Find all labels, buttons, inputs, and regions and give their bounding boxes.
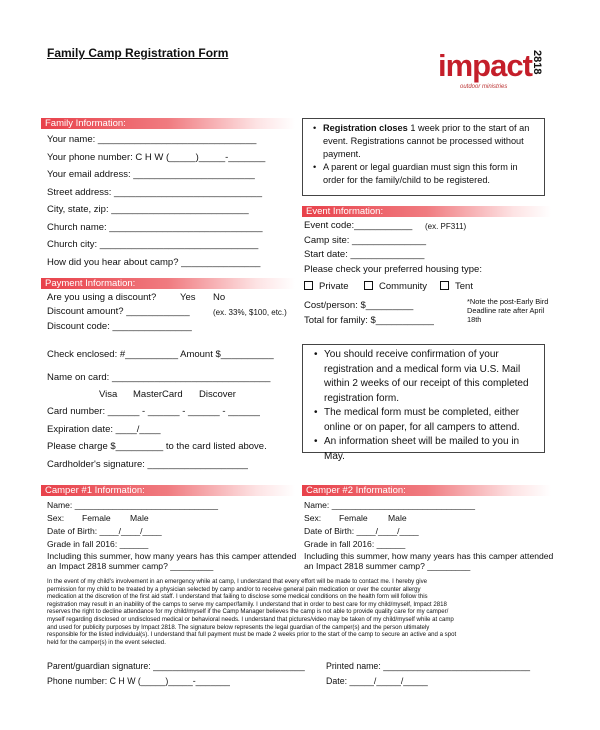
discount-question: Are you using a discount?: [47, 292, 157, 303]
confirmation-notice-box: [302, 344, 545, 462]
camper1-female-option[interactable]: Female: [82, 513, 111, 523]
registration-closes-note: • Registration closes 1 week prior to the start of an event. Registrations cannot be processed without payment.: [323, 122, 538, 161]
medical-form-note: • The medical form must be completed, either online or on paper, for all campers to attend.: [324, 406, 539, 435]
parent-signature-field[interactable]: Parent/guardian signature: _______________________________: [47, 661, 305, 671]
church-city-field[interactable]: Church city: ______________________________: [47, 239, 259, 250]
card-type-discover[interactable]: Discover: [199, 389, 236, 400]
cardholder-signature-field[interactable]: Cardholder's signature: ___________________: [47, 459, 248, 470]
discount-no-option[interactable]: No: [213, 292, 226, 303]
camper2-dob-field[interactable]: Date of Birth: ____/____/____: [304, 526, 419, 536]
registration-notice-box: [302, 118, 545, 196]
printed-name-field[interactable]: Printed name: ______________________________: [326, 661, 530, 671]
camper1-years-question[interactable]: Including this summer, how many years has this camper attended an Impact 2818 summer camp? _________: [47, 551, 297, 571]
phone-field[interactable]: Your phone number: C H W (_____)_____-_______: [47, 152, 266, 163]
your-name-field[interactable]: Your name: ______________________________: [47, 134, 257, 145]
camper2-male-option[interactable]: Male: [388, 513, 407, 523]
camper1-sex-label: Sex:: [47, 513, 65, 523]
charge-amount-field[interactable]: Please charge $_________ to the card listed above.: [47, 441, 267, 452]
housing-question: Please check your preferred housing type:: [304, 264, 482, 275]
start-date-field[interactable]: Start date: ______________: [304, 249, 425, 260]
logo-number: 2818: [531, 50, 543, 75]
information-sheet-note: • An information sheet will be mailed to you in May.: [324, 435, 539, 464]
hear-about-field[interactable]: How did you hear about camp? _______________: [47, 257, 261, 268]
consent-line: permission for my child to be treated by a physician selected by camp and/or to receive general pain medication or over the counter allergy: [47, 585, 421, 593]
card-type-mastercard[interactable]: MasterCard: [133, 389, 183, 400]
discount-amount-field[interactable]: Discount amount? ____________: [47, 306, 190, 317]
checkbox-icon: [440, 281, 449, 290]
housing-tent[interactable]: Tent: [440, 281, 473, 292]
consent-line: medication at the discretion of the first aid staff. I understand that failing to disclose some medical conditions on the health form will follow this: [47, 593, 428, 601]
checkbox-icon: [364, 281, 373, 290]
event-code-example: (ex. PF311): [425, 222, 467, 231]
guardian-signature-note: • A parent or legal guardian must sign this form in order for the family/child to be registered.: [323, 161, 538, 187]
impact-logo: [438, 48, 548, 96]
cost-per-person-field[interactable]: Cost/person: $_________: [304, 300, 414, 311]
camper1-male-option[interactable]: Male: [130, 513, 149, 523]
family-info-header: Family Information:: [41, 118, 295, 129]
camper2-grade-field[interactable]: Grade in fall 2016: ______: [304, 539, 406, 549]
discount-amount-example: (ex. 33%, $100, etc.): [213, 308, 287, 317]
camper1-grade-field[interactable]: Grade in fall 2016: ______: [47, 539, 149, 549]
camper1-name-field[interactable]: Name: ______________________________: [47, 500, 219, 510]
consent-line: responsible for the listed individual(s). I understand that full payment must be made 2 weeks prior to the start of the camp to secure an active and a spot: [47, 631, 457, 639]
housing-community[interactable]: Community: [364, 281, 427, 292]
checkbox-icon: [304, 281, 313, 290]
signature-date-field[interactable]: Date: _____/_____/_____: [326, 676, 428, 686]
camper2-header: Camper #2 Information:: [302, 485, 551, 496]
confirmation-note: • You should receive confirmation of your registration and a medical form via U.S. Mail within 2 weeks of our receipt of this completed registration form.: [324, 348, 539, 406]
page-title: Family Camp Registration Form: [47, 46, 229, 60]
consent-line: In the event of my child's involvement in an emergency while at camp, I understand that every effort will be made to contact me. I hereby give: [47, 578, 428, 585]
street-field[interactable]: Street address: ____________________________: [47, 187, 262, 198]
consent-line: held for the camper(s) in the event selected.: [47, 638, 166, 646]
consent-line: registration may result in an inability of the camps to serve my camper/family. I understand that in order to best care for my child/myself, Impact 2818: [47, 600, 447, 608]
card-number-field[interactable]: Card number: ______ - ______ - ______ - ______: [47, 406, 260, 417]
email-field[interactable]: Your email address: _______________________: [47, 169, 255, 180]
expiration-field[interactable]: Expiration date: ____/____: [47, 424, 161, 435]
payment-info-header: Payment Information:: [41, 278, 295, 289]
card-type-visa[interactable]: Visa: [99, 389, 118, 400]
discount-yes-option[interactable]: Yes: [180, 292, 196, 303]
signature-phone-field[interactable]: Phone number: C H W (_____)_____-_______: [47, 676, 230, 686]
housing-private[interactable]: Private: [304, 281, 349, 292]
consent-line: reserves the right to decline attendance for my child/myself if the Camp Manager believes the camp is not able to provide quality care for my camper/: [47, 608, 449, 616]
name-on-card-field[interactable]: Name on card: ______________________________: [47, 372, 271, 383]
camper2-name-field[interactable]: Name: ______________________________: [304, 500, 476, 510]
camp-site-field[interactable]: Camp site: ______________: [304, 235, 427, 246]
event-info-header: Event Information:: [302, 206, 551, 217]
camper1-header: Camper #1 Information:: [41, 485, 295, 496]
discount-code-field[interactable]: Discount code: _______________: [47, 321, 192, 332]
total-family-field[interactable]: Total for family: $___________: [304, 315, 434, 326]
city-state-zip-field[interactable]: City, state, zip: __________________________: [47, 204, 249, 215]
logo-brand: impact: [438, 48, 532, 83]
camper2-years-question[interactable]: Including this summer, how many years has this camper attended an Impact 2818 summer camp? _________: [304, 551, 554, 571]
consent-line: myself regarding disclosed or undisclosed medical or behavioral needs. I understand that pictures/video may be taken of my child/myself while at camp: [47, 615, 454, 623]
camper2-sex-label: Sex:: [304, 513, 322, 523]
event-code-field[interactable]: Event code:___________: [304, 220, 413, 231]
consent-paragraph: [47, 578, 557, 646]
consent-line: and used for publicity purposes by Impact 2818. The signature below represents the legal guardian of the camper(s) and the person ultimately: [47, 623, 430, 631]
check-enclosed-field[interactable]: Check enclosed: #__________ Amount $__________: [47, 349, 274, 360]
camper2-female-option[interactable]: Female: [339, 513, 368, 523]
early-bird-note: *Note the post-Early Bird Deadline rate after April 18th: [467, 297, 549, 324]
logo-tagline: outdoor ministries: [460, 84, 508, 90]
church-name-field[interactable]: Church name: _____________________________: [47, 222, 263, 233]
camper1-dob-field[interactable]: Date of Birth: ____/____/____: [47, 526, 162, 536]
